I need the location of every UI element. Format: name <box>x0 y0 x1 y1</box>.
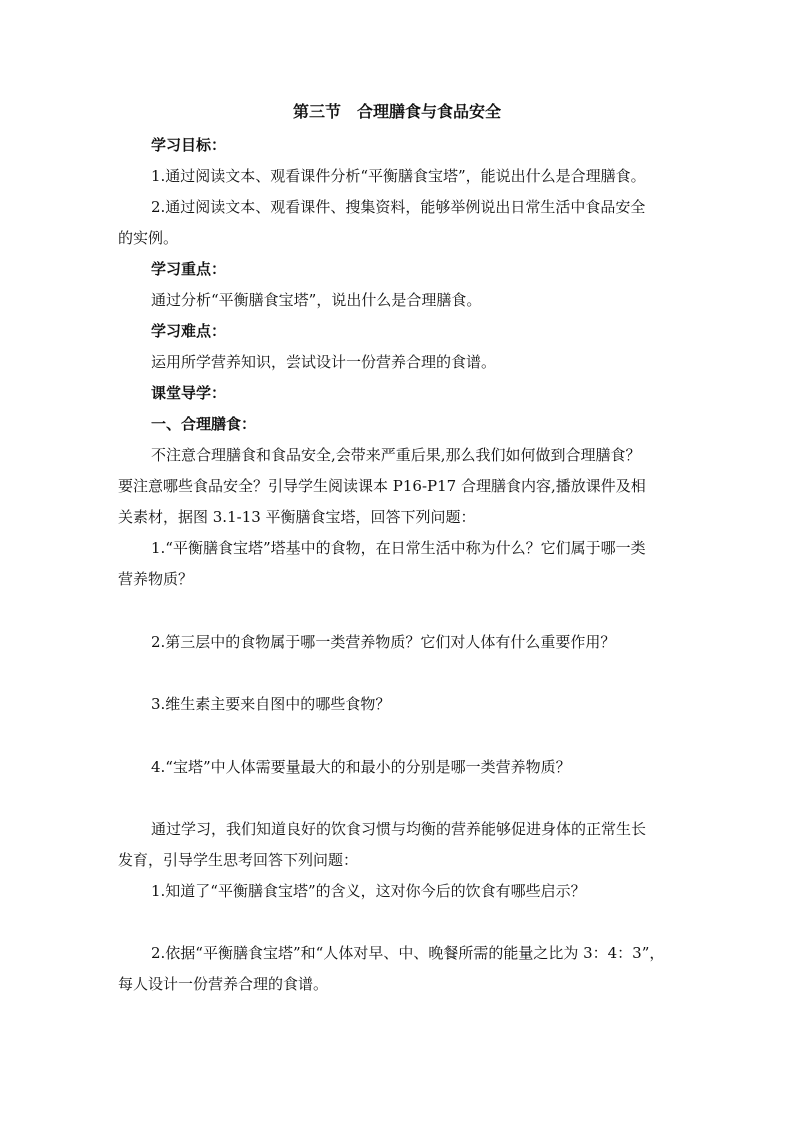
study-paragraph-line-2: 发育，引导学生思考回答下列问题： <box>118 851 359 869</box>
question-3: 3.维生素主要来自图中的哪些食物？ <box>151 695 391 713</box>
question-4: 4.“宝塔”中人体需要量最大的和最小的分别是哪一类营养物质？ <box>151 758 571 776</box>
reflection-question-2-line-2: 每人设计一份营养合理的食谱。 <box>118 975 329 993</box>
question-1-line-1: 1.“平衡膳食宝塔”塔基中的食物，在日常生活中称为什么？它们属于哪一类 <box>151 539 646 557</box>
objective-item-2-line-2: 的实例。 <box>118 229 179 247</box>
objective-item-1: 1.通过阅读文本、观看课件分析“平衡膳食宝塔”，能说出什么是合理膳食。 <box>151 167 646 185</box>
key-point-heading: 学习重点： <box>151 260 227 278</box>
guide-heading: 课堂导学： <box>151 384 227 402</box>
page-title: 第三节 合理膳食与食品安全 <box>292 102 501 121</box>
intro-paragraph-line-2: 要注意哪些食品安全？引导学生阅读课本 P16-P17 合理膳食内容,播放课件及相 <box>118 477 646 495</box>
intro-paragraph-line-1: 不注意合理膳食和食品安全,会带来严重后果,那么我们如何做到合理膳食？ <box>151 446 641 464</box>
objective-item-2-line-1: 2.通过阅读文本、观看课件、搜集资料，能够举例说出日常生活中食品安全 <box>151 198 646 216</box>
difficulty-text: 运用所学营养知识，尝试设计一份营养合理的食谱。 <box>151 353 497 371</box>
difficulty-heading: 学习难点： <box>151 322 227 340</box>
intro-paragraph-line-3: 关素材，据图 3.1-13 平衡膳食宝塔，回答下列问题： <box>118 508 476 526</box>
reflection-question-2-line-1: 2.依据“平衡膳食宝塔”和“人体对早、中、晚餐所需的能量之比为 3：4：3”， <box>151 944 665 962</box>
reflection-question-1: 1.知道了“平衡膳食宝塔”的含义，这对你今后的饮食有哪些启示？ <box>151 882 586 900</box>
study-paragraph-line-1: 通过学习，我们知道良好的饮食习惯与均衡的营养能够促进身体的正常生长 <box>151 820 647 838</box>
objectives-heading: 学习目标： <box>151 136 227 154</box>
key-point-text: 通过分析“平衡膳食宝塔”，说出什么是合理膳食。 <box>151 291 482 309</box>
question-1-line-2: 营养物质？ <box>118 570 194 588</box>
question-2: 2.第三层中的食物属于哪一类营养物质？它们对人体有什么重要作用？ <box>151 633 616 651</box>
section-heading-diet: 一、合理膳食： <box>151 415 257 433</box>
